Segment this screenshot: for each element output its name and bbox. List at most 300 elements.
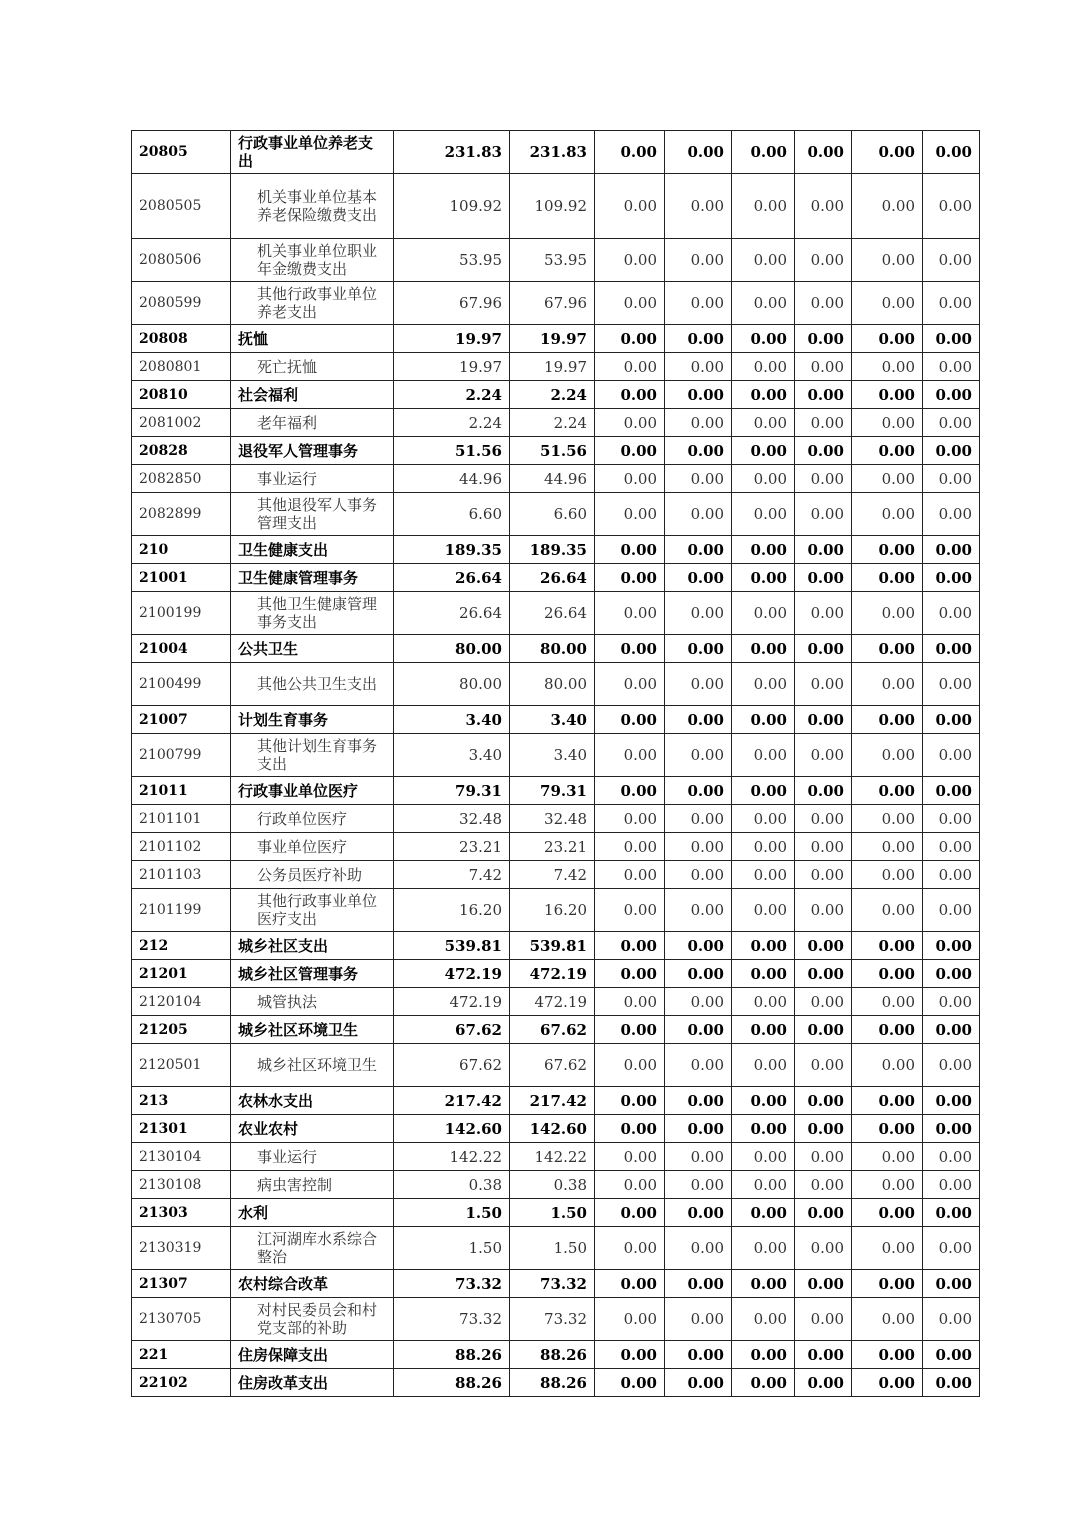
amount-cell: 0.00: [852, 932, 923, 960]
amount-cell: 16.20: [510, 889, 595, 932]
amount-cell: 0.00: [923, 325, 980, 353]
subject-name-cell: 其他行政事业单位医疗支出: [231, 889, 394, 932]
amount-cell: 0.00: [795, 437, 852, 465]
amount-cell: 0.00: [665, 706, 732, 734]
amount-cell: 0.00: [795, 988, 852, 1016]
amount-cell: 0.00: [923, 353, 980, 381]
amount-cell: 0.00: [665, 1298, 732, 1341]
amount-cell: 0.00: [595, 833, 665, 861]
amount-cell: 0.00: [852, 592, 923, 635]
amount-cell: 0.00: [595, 777, 665, 805]
amount-cell: 0.00: [852, 663, 923, 706]
amount-cell: 0.00: [665, 409, 732, 437]
subject-code-cell: 2130705: [132, 1298, 231, 1341]
amount-cell: 0.00: [665, 932, 732, 960]
amount-cell: 0.00: [665, 493, 732, 536]
amount-cell: 80.00: [394, 635, 510, 663]
amount-cell: 0.00: [852, 536, 923, 564]
amount-cell: 23.21: [394, 833, 510, 861]
amount-cell: 0.00: [852, 564, 923, 592]
amount-cell: 0.00: [852, 325, 923, 353]
amount-cell: 0.00: [852, 1298, 923, 1341]
amount-cell: 231.83: [394, 131, 510, 174]
amount-cell: 0.00: [795, 536, 852, 564]
amount-cell: 0.00: [732, 663, 795, 706]
subject-code-cell: 2100499: [132, 663, 231, 706]
amount-cell: 2.24: [394, 381, 510, 409]
amount-cell: 0.00: [852, 131, 923, 174]
amount-cell: 80.00: [510, 635, 595, 663]
amount-cell: 0.00: [923, 437, 980, 465]
amount-cell: 0.00: [732, 536, 795, 564]
amount-cell: 0.00: [852, 777, 923, 805]
amount-cell: 0.00: [795, 131, 852, 174]
amount-cell: 0.00: [852, 1270, 923, 1298]
table-body: [132, 131, 980, 1397]
amount-cell: 142.22: [510, 1143, 595, 1171]
table-row: [132, 1115, 980, 1143]
amount-cell: 539.81: [394, 932, 510, 960]
subject-code-cell: 2082850: [132, 465, 231, 493]
amount-cell: 0.00: [923, 706, 980, 734]
subject-code-cell: 2101199: [132, 889, 231, 932]
amount-cell: 0.00: [852, 282, 923, 325]
subject-code-cell: 2130108: [132, 1171, 231, 1199]
subject-name-cell: 对村民委员会和村党支部的补助: [231, 1298, 394, 1341]
subject-code-cell: 20808: [132, 325, 231, 353]
amount-cell: 0.00: [732, 1087, 795, 1115]
amount-cell: 0.00: [923, 1199, 980, 1227]
amount-cell: 73.32: [394, 1270, 510, 1298]
amount-cell: 0.00: [923, 1044, 980, 1087]
amount-cell: 1.50: [510, 1227, 595, 1270]
amount-cell: 0.00: [665, 1227, 732, 1270]
amount-cell: 472.19: [394, 960, 510, 988]
table-row: [132, 1087, 980, 1115]
subject-name-cell: 事业单位医疗: [231, 833, 394, 861]
amount-cell: 0.00: [795, 1227, 852, 1270]
amount-cell: 16.20: [394, 889, 510, 932]
subject-code-cell: 221: [132, 1341, 231, 1369]
subject-code-cell: 21004: [132, 635, 231, 663]
subject-name-cell: 退役军人管理事务: [231, 437, 394, 465]
amount-cell: 73.32: [394, 1298, 510, 1341]
amount-cell: 0.00: [923, 1341, 980, 1369]
amount-cell: 0.00: [923, 988, 980, 1016]
amount-cell: 0.00: [595, 1298, 665, 1341]
amount-cell: 0.00: [595, 861, 665, 889]
table-row: [132, 409, 980, 437]
table-row: [132, 960, 980, 988]
subject-name-cell: 机关事业单位职业年金缴费支出: [231, 239, 394, 282]
subject-name-cell: 城管执法: [231, 988, 394, 1016]
amount-cell: 79.31: [510, 777, 595, 805]
amount-cell: 0.00: [595, 239, 665, 282]
amount-cell: 26.64: [510, 564, 595, 592]
subject-name-cell: 事业运行: [231, 465, 394, 493]
amount-cell: 0.00: [923, 734, 980, 777]
amount-cell: 0.00: [665, 325, 732, 353]
amount-cell: 6.60: [510, 493, 595, 536]
amount-cell: 0.00: [923, 239, 980, 282]
amount-cell: 88.26: [394, 1369, 510, 1397]
amount-cell: 0.00: [595, 174, 665, 239]
amount-cell: 0.00: [732, 174, 795, 239]
subject-name-cell: 抚恤: [231, 325, 394, 353]
amount-cell: 0.38: [394, 1171, 510, 1199]
amount-cell: 0.00: [795, 960, 852, 988]
amount-cell: 0.00: [732, 1143, 795, 1171]
amount-cell: 0.00: [795, 1087, 852, 1115]
amount-cell: 189.35: [510, 536, 595, 564]
amount-cell: 0.00: [665, 861, 732, 889]
amount-cell: 142.22: [394, 1143, 510, 1171]
subject-name-cell: 农村综合改革: [231, 1270, 394, 1298]
amount-cell: 26.64: [394, 564, 510, 592]
amount-cell: 0.00: [595, 325, 665, 353]
amount-cell: 0.00: [795, 663, 852, 706]
subject-code-cell: 21001: [132, 564, 231, 592]
table-row: [132, 861, 980, 889]
subject-name-cell: 农业农村: [231, 1115, 394, 1143]
table-row: [132, 663, 980, 706]
amount-cell: 0.00: [795, 833, 852, 861]
amount-cell: 0.00: [732, 932, 795, 960]
amount-cell: 0.00: [795, 381, 852, 409]
amount-cell: 0.00: [795, 861, 852, 889]
amount-cell: 0.00: [852, 465, 923, 493]
amount-cell: 0.00: [665, 805, 732, 833]
amount-cell: 0.00: [923, 861, 980, 889]
amount-cell: 0.00: [852, 437, 923, 465]
amount-cell: 0.00: [923, 1115, 980, 1143]
amount-cell: 0.00: [795, 239, 852, 282]
subject-code-cell: 2130319: [132, 1227, 231, 1270]
amount-cell: 0.00: [852, 1341, 923, 1369]
amount-cell: 19.97: [510, 353, 595, 381]
amount-cell: 0.00: [595, 1270, 665, 1298]
amount-cell: 539.81: [510, 932, 595, 960]
amount-cell: 0.00: [852, 1369, 923, 1397]
table-row: [132, 1227, 980, 1270]
subject-code-cell: 21205: [132, 1016, 231, 1044]
subject-name-cell: 其他卫生健康管理事务支出: [231, 592, 394, 635]
amount-cell: 0.00: [795, 1298, 852, 1341]
amount-cell: 0.00: [852, 960, 923, 988]
amount-cell: 0.00: [852, 1016, 923, 1044]
table-row: [132, 706, 980, 734]
amount-cell: 3.40: [510, 706, 595, 734]
amount-cell: 0.00: [665, 465, 732, 493]
amount-cell: 0.00: [795, 1171, 852, 1199]
amount-cell: 0.00: [595, 1341, 665, 1369]
table-row: [132, 777, 980, 805]
amount-cell: 472.19: [510, 988, 595, 1016]
amount-cell: 0.00: [923, 960, 980, 988]
amount-cell: 73.32: [510, 1270, 595, 1298]
amount-cell: 0.00: [732, 1341, 795, 1369]
amount-cell: 0.00: [595, 1227, 665, 1270]
amount-cell: 67.62: [394, 1016, 510, 1044]
amount-cell: 0.00: [595, 1143, 665, 1171]
subject-code-cell: 21011: [132, 777, 231, 805]
subject-name-cell: 事业运行: [231, 1143, 394, 1171]
amount-cell: 0.00: [852, 1143, 923, 1171]
amount-cell: 0.00: [665, 437, 732, 465]
subject-code-cell: 2120104: [132, 988, 231, 1016]
amount-cell: 0.00: [923, 1298, 980, 1341]
amount-cell: 0.00: [732, 493, 795, 536]
amount-cell: 0.00: [595, 1016, 665, 1044]
amount-cell: 0.00: [595, 706, 665, 734]
amount-cell: 0.00: [732, 1115, 795, 1143]
amount-cell: 0.00: [795, 325, 852, 353]
amount-cell: 0.00: [795, 1143, 852, 1171]
amount-cell: 0.00: [595, 960, 665, 988]
amount-cell: 0.00: [595, 592, 665, 635]
amount-cell: 67.96: [510, 282, 595, 325]
amount-cell: 0.00: [923, 493, 980, 536]
table-row: [132, 353, 980, 381]
amount-cell: 2.24: [394, 409, 510, 437]
amount-cell: 0.00: [665, 282, 732, 325]
table-row: [132, 131, 980, 174]
subject-code-cell: 2081002: [132, 409, 231, 437]
table-row: [132, 1016, 980, 1044]
amount-cell: 0.00: [732, 437, 795, 465]
table-row: [132, 1270, 980, 1298]
table-row: [132, 1044, 980, 1087]
amount-cell: 51.56: [510, 437, 595, 465]
subject-code-cell: 2101102: [132, 833, 231, 861]
subject-code-cell: 21301: [132, 1115, 231, 1143]
amount-cell: 0.00: [852, 861, 923, 889]
amount-cell: 67.62: [510, 1044, 595, 1087]
amount-cell: 0.00: [595, 493, 665, 536]
amount-cell: 0.00: [852, 1227, 923, 1270]
amount-cell: 0.00: [795, 734, 852, 777]
amount-cell: 0.00: [795, 1199, 852, 1227]
subject-name-cell: 行政事业单位医疗: [231, 777, 394, 805]
subject-name-cell: 行政单位医疗: [231, 805, 394, 833]
amount-cell: 0.00: [595, 889, 665, 932]
subject-name-cell: 城乡社区环境卫生: [231, 1044, 394, 1087]
subject-name-cell: 老年福利: [231, 409, 394, 437]
amount-cell: 109.92: [510, 174, 595, 239]
subject-name-cell: 其他行政事业单位养老支出: [231, 282, 394, 325]
subject-name-cell: 其他公共卫生支出: [231, 663, 394, 706]
table-row: [132, 1298, 980, 1341]
amount-cell: 0.00: [732, 1270, 795, 1298]
subject-code-cell: 2080801: [132, 353, 231, 381]
table-row: [132, 1341, 980, 1369]
amount-cell: 0.00: [732, 960, 795, 988]
amount-cell: 0.00: [595, 381, 665, 409]
table-row: [132, 1369, 980, 1397]
amount-cell: 0.00: [795, 635, 852, 663]
amount-cell: 142.60: [394, 1115, 510, 1143]
amount-cell: 0.00: [923, 1227, 980, 1270]
amount-cell: 67.62: [394, 1044, 510, 1087]
amount-cell: 0.00: [923, 833, 980, 861]
table-row: [132, 734, 980, 777]
table-row: [132, 437, 980, 465]
amount-cell: 0.00: [923, 465, 980, 493]
table-row: [132, 1171, 980, 1199]
amount-cell: 0.00: [852, 381, 923, 409]
subject-code-cell: 2080506: [132, 239, 231, 282]
amount-cell: 80.00: [394, 663, 510, 706]
table-row: [132, 282, 980, 325]
amount-cell: 0.00: [795, 174, 852, 239]
subject-code-cell: 212: [132, 932, 231, 960]
amount-cell: 0.00: [595, 409, 665, 437]
amount-cell: 0.00: [595, 734, 665, 777]
subject-name-cell: 公共卫生: [231, 635, 394, 663]
amount-cell: 0.00: [732, 805, 795, 833]
table-row: [132, 174, 980, 239]
table-row: [132, 805, 980, 833]
amount-cell: 0.00: [923, 174, 980, 239]
amount-cell: 109.92: [394, 174, 510, 239]
amount-cell: 142.60: [510, 1115, 595, 1143]
amount-cell: 0.00: [732, 131, 795, 174]
subject-name-cell: 病虫害控制: [231, 1171, 394, 1199]
subject-code-cell: 2100199: [132, 592, 231, 635]
amount-cell: 0.00: [795, 409, 852, 437]
amount-cell: 0.00: [595, 282, 665, 325]
table-row: [132, 635, 980, 663]
amount-cell: 231.83: [510, 131, 595, 174]
amount-cell: 0.00: [852, 1044, 923, 1087]
amount-cell: 0.00: [665, 1143, 732, 1171]
amount-cell: 1.50: [394, 1199, 510, 1227]
subject-code-cell: 2080599: [132, 282, 231, 325]
amount-cell: 44.96: [394, 465, 510, 493]
subject-code-cell: 20810: [132, 381, 231, 409]
amount-cell: 0.00: [595, 1044, 665, 1087]
amount-cell: 0.00: [595, 1115, 665, 1143]
subject-name-cell: 住房改革支出: [231, 1369, 394, 1397]
subject-code-cell: 21007: [132, 706, 231, 734]
amount-cell: 0.00: [732, 1227, 795, 1270]
amount-cell: 0.00: [795, 465, 852, 493]
subject-code-cell: 20828: [132, 437, 231, 465]
amount-cell: 19.97: [394, 353, 510, 381]
amount-cell: 88.26: [510, 1341, 595, 1369]
table-row: [132, 239, 980, 282]
amount-cell: 0.00: [923, 889, 980, 932]
amount-cell: 0.00: [852, 805, 923, 833]
amount-cell: 0.00: [852, 1171, 923, 1199]
amount-cell: 0.00: [795, 564, 852, 592]
amount-cell: 0.00: [923, 131, 980, 174]
amount-cell: 0.00: [665, 592, 732, 635]
amount-cell: 0.00: [665, 1270, 732, 1298]
amount-cell: 0.00: [732, 861, 795, 889]
amount-cell: 6.60: [394, 493, 510, 536]
subject-name-cell: 其他计划生育事务支出: [231, 734, 394, 777]
amount-cell: 32.48: [510, 805, 595, 833]
amount-cell: 0.00: [665, 1016, 732, 1044]
amount-cell: 0.00: [595, 1369, 665, 1397]
amount-cell: 0.00: [852, 1199, 923, 1227]
amount-cell: 0.00: [665, 1369, 732, 1397]
budget-expenditure-table: [131, 130, 980, 1397]
subject-name-cell: 机关事业单位基本养老保险缴费支出: [231, 174, 394, 239]
amount-cell: 0.00: [595, 988, 665, 1016]
amount-cell: 3.40: [394, 706, 510, 734]
amount-cell: 0.00: [852, 1087, 923, 1115]
amount-cell: 0.00: [923, 409, 980, 437]
amount-cell: 0.00: [923, 536, 980, 564]
amount-cell: 0.00: [665, 988, 732, 1016]
amount-cell: 0.00: [665, 1199, 732, 1227]
amount-cell: 0.00: [732, 1298, 795, 1341]
amount-cell: 0.00: [732, 282, 795, 325]
amount-cell: 0.00: [732, 465, 795, 493]
amount-cell: 0.00: [732, 635, 795, 663]
amount-cell: 0.00: [923, 564, 980, 592]
amount-cell: 0.00: [595, 437, 665, 465]
amount-cell: 0.00: [595, 131, 665, 174]
amount-cell: 0.00: [795, 1270, 852, 1298]
amount-cell: 0.00: [923, 805, 980, 833]
subject-name-cell: 社会福利: [231, 381, 394, 409]
amount-cell: 32.48: [394, 805, 510, 833]
amount-cell: 0.00: [665, 536, 732, 564]
amount-cell: 0.00: [923, 381, 980, 409]
table-row: [132, 1199, 980, 1227]
subject-name-cell: 城乡社区支出: [231, 932, 394, 960]
amount-cell: 0.00: [732, 564, 795, 592]
subject-code-cell: 21307: [132, 1270, 231, 1298]
amount-cell: 0.00: [795, 353, 852, 381]
amount-cell: 0.00: [732, 1369, 795, 1397]
amount-cell: 0.00: [852, 706, 923, 734]
amount-cell: 0.00: [665, 1115, 732, 1143]
amount-cell: 0.00: [923, 663, 980, 706]
amount-cell: 0.00: [795, 777, 852, 805]
amount-cell: 0.00: [852, 493, 923, 536]
amount-cell: 0.00: [665, 174, 732, 239]
table-row: [132, 465, 980, 493]
amount-cell: 51.56: [394, 437, 510, 465]
table-row: [132, 564, 980, 592]
amount-cell: 0.00: [795, 706, 852, 734]
subject-name-cell: 水利: [231, 1199, 394, 1227]
amount-cell: 0.00: [923, 1369, 980, 1397]
amount-cell: 0.00: [665, 353, 732, 381]
amount-cell: 3.40: [394, 734, 510, 777]
amount-cell: 0.00: [595, 1171, 665, 1199]
amount-cell: 0.00: [852, 889, 923, 932]
amount-cell: 0.00: [795, 1016, 852, 1044]
amount-cell: 0.00: [852, 174, 923, 239]
table-row: [132, 833, 980, 861]
amount-cell: 0.00: [595, 353, 665, 381]
amount-cell: 0.00: [795, 493, 852, 536]
table-row: [132, 381, 980, 409]
amount-cell: 0.00: [595, 663, 665, 706]
amount-cell: 217.42: [394, 1087, 510, 1115]
amount-cell: 0.00: [923, 777, 980, 805]
amount-cell: 1.50: [394, 1227, 510, 1270]
table-row: [132, 1143, 980, 1171]
amount-cell: 0.00: [923, 282, 980, 325]
amount-cell: 67.62: [510, 1016, 595, 1044]
amount-cell: 0.00: [595, 805, 665, 833]
